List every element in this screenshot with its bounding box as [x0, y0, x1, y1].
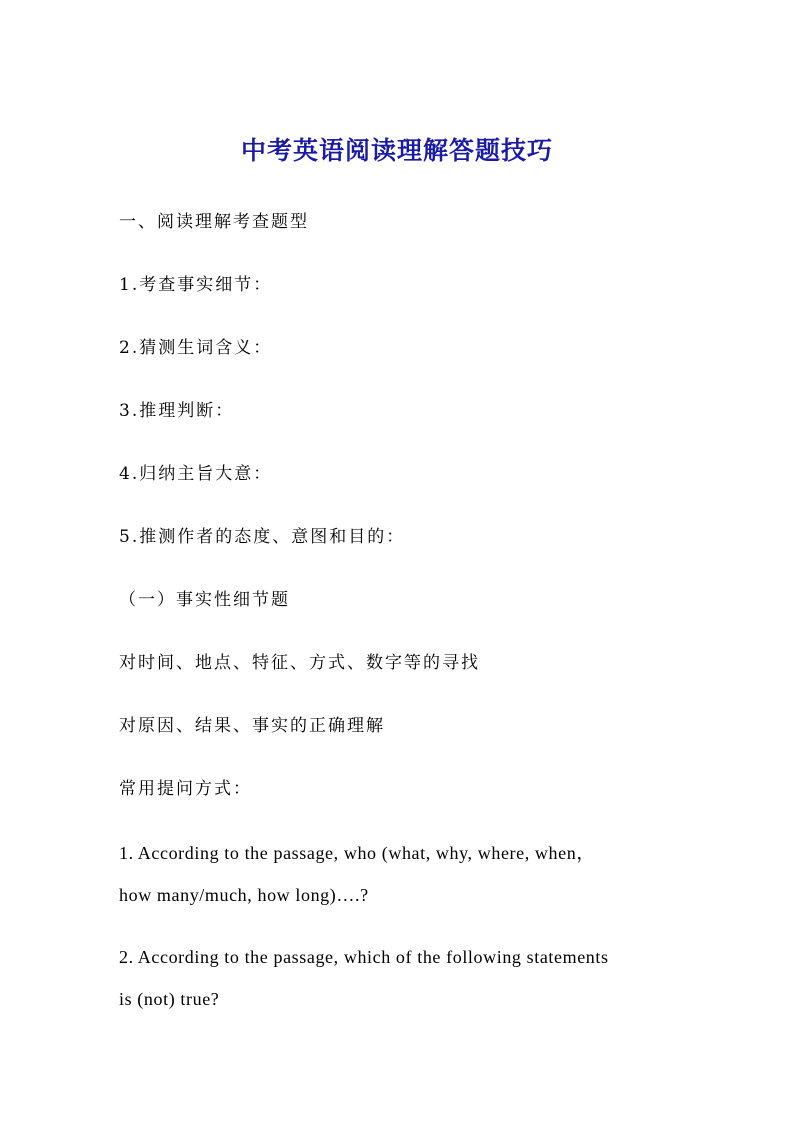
- section-heading-question-types: 一、阅读理解考查题型: [119, 212, 309, 232]
- list-item-main-idea: 4.归纳主旨大意：: [119, 464, 273, 484]
- paragraph-common-question-forms: 常用提问方式：: [119, 779, 252, 799]
- paragraph-understand-cause-result: 对原因、结果、事实的正确理解: [119, 716, 385, 736]
- document-title: 中考英语阅读理解答题技巧: [240, 136, 553, 165]
- list-item-guess-word-meaning: 2.猜测生词含义：: [119, 338, 273, 358]
- list-item-fact-details: 1.考查事实细节：: [119, 275, 273, 295]
- subsection-heading-fact-detail-questions: （一）事实性细节题: [119, 590, 290, 610]
- list-item-inference: 3.推理判断：: [119, 401, 235, 421]
- example-question-2-line-2: is (not) true?: [119, 989, 220, 1009]
- example-question-1-line-2: how many/much, how long)….?: [119, 885, 369, 905]
- paragraph-search-details: 对时间、地点、特征、方式、数字等的寻找: [119, 653, 480, 673]
- example-question-2-line-1: 2. According to the passage, which of the following statements: [119, 947, 609, 967]
- list-item-author-attitude: 5.推测作者的态度、意图和目的：: [119, 527, 406, 547]
- example-question-1-line-1: 1. According to the passage, who (what, why, where, when，: [119, 843, 595, 863]
